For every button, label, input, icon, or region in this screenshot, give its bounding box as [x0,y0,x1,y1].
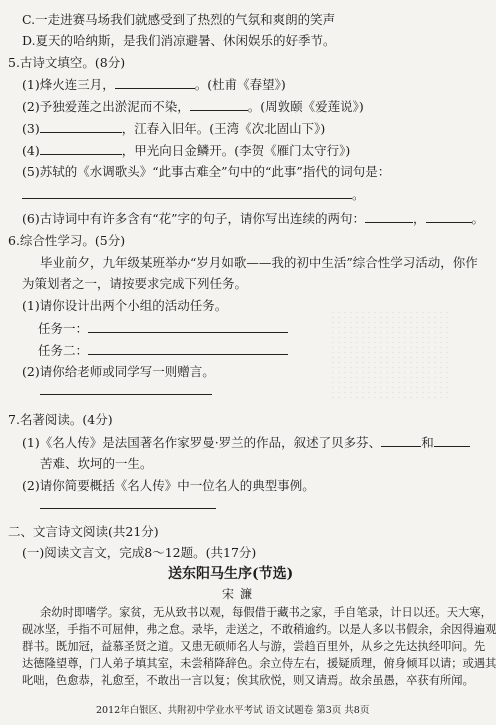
q5-6-suffix: 。 [471,211,485,226]
scan-noise [330,310,450,400]
q5-4-suffix: ，甲光向日金鳞开。(李贺《雁门太守行》) [121,143,351,158]
q6-task-2 [38,342,288,359]
q6-paragraph-2: 为策划者之一，请按要求完成下列任务。 [22,276,248,291]
passage-author: 宋濂 [222,587,259,601]
q5-item-1 [22,76,286,93]
answer-blank[interactable] [40,120,122,133]
q6-item-2: (2)请你给老师或同学写一则赠言。 [22,364,215,379]
q7-item-2: (2)请你简要概括《名人传》中一位名人的典型事例。 [22,478,315,493]
option-d: D.夏天的哈纳斯，是我们消凉避暑、休闲娱乐的好季节。 [22,33,336,48]
q6-heading: 6.综合性学习。(5分) [8,233,126,248]
answer-blank[interactable] [426,210,472,223]
page-footer: 2012年白银区、共附初中学业水平考试 语文试题卷 第3页 共8页 [96,705,370,716]
q5-item-3 [22,120,325,137]
q5-2-prefix: (2)予独爱莲之出淤泥而不染， [22,99,190,114]
q5-6-prefix: (6)古诗词中有许多含有“花”字的句子，请你写出连续的两句： [22,211,365,226]
answer-blank[interactable] [365,210,413,223]
answer-blank[interactable] [434,434,470,447]
task-2-label: 任务二： [38,343,89,358]
q5-5-suffix: 。 [352,187,365,202]
passage-line-4: 达德隆望尊，门人弟子填其室，未尝稍降辞色。余立侍左右，援疑质理，俯身倾耳以请；或遇其 [22,657,496,670]
answer-blank[interactable] [381,434,421,447]
answer-blank[interactable] [88,342,288,355]
answer-blank[interactable] [40,142,122,155]
q5-2-suffix: 。(周敦颐《爱莲说》) [247,99,364,114]
q7-1-and: 和 [421,435,434,450]
q5-1-suffix: 。(杜甫《春望》) [194,77,286,92]
q5-3-suffix: ，江春入旧年。(王湾《次北固山下》) [121,121,326,136]
q6-item-1: (1)请你设计出两个小组的活动任务。 [22,298,228,313]
section-2-part-1: (一)阅读文言文，完成8～12题。(共17分) [22,545,257,560]
answer-line[interactable] [40,393,212,395]
q7-item-1-continued: 苦难、坎坷的一生。 [40,456,153,471]
q5-item-5: (5)苏轼的《水调歌头》“此事古难全”句中的“此事”指代的词句是： [22,164,391,179]
answer-blank[interactable] [22,186,352,199]
passage-line-5: 叱咄，色愈恭，礼愈至，不敢出一言以复；俟其欣悦，则又请焉。故余虽愚，卒获有所闻。 [22,674,474,687]
answer-blank[interactable] [115,76,195,89]
q7-heading: 7.名著阅读。(4分) [8,412,113,427]
q5-item-4 [22,142,350,159]
q5-item-2 [22,98,364,115]
q5-1-prefix: (1)烽火连三月， [22,77,115,92]
q5-item-5-answer [22,186,365,203]
option-c: C.一走进赛马场我们就感受到了热烈的气氛和爽朗的笑声 [22,12,336,27]
q6-paragraph-1: 毕业前夕，九年级某班举办“岁月如歌——我的初中生活”综合性学习活动，你作 [40,255,478,270]
task-1-label: 任务一： [38,321,89,336]
passage-line-2: 砚冰坚，手指不可屈伸，弗之怠。录毕，走送之，不敢稍逾约。以是人多以书假余，余因得遍观 [22,623,496,636]
passage-line-3: 群书。既加冠，益慕圣贤之道。又患无硕师名人与游，尝趋百里外，从乡之先达执经叩问。先 [22,640,486,653]
q5-4-prefix: (4) [22,143,40,158]
passage-title: 送东阳马生序(节选) [168,566,294,582]
q6-task-1 [38,320,288,337]
answer-line[interactable] [40,507,216,509]
section-2-heading: 二、文言诗文阅读(共21分) [8,524,159,539]
passage-line-1: 余幼时即嗜学。家贫，无从致书以观，每假借于藏书之家，手自笔录，计日以还。天大寒， [40,606,492,619]
q5-3-prefix: (3) [22,121,40,136]
q7-1-prefix: (1)《名人传》是法国著名作家罗曼·罗兰的作品，叙述了贝多芬、 [22,435,382,450]
q5-heading: 5.古诗文填空。(8分) [8,55,126,70]
q5-item-6: (6)古诗词中有许多含有“花”字的句子，请你写出连续的两句： ， 。 [22,211,485,226]
q7-item-1 [22,434,470,451]
answer-blank[interactable] [88,320,288,333]
answer-blank[interactable] [190,98,248,111]
